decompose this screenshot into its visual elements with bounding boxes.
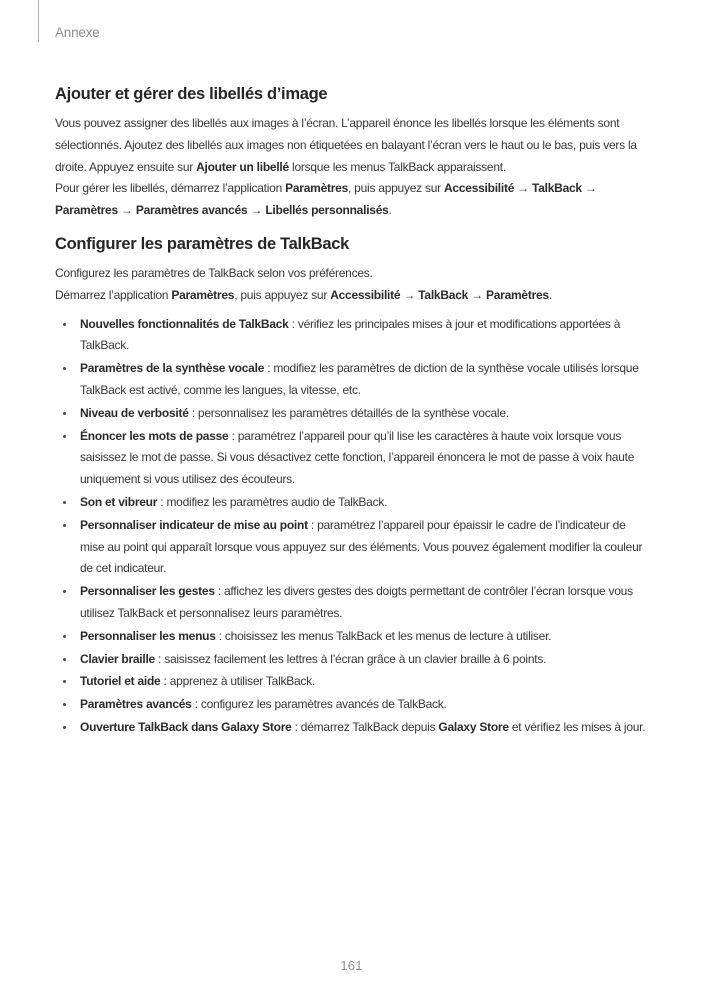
section-image-labels (55, 84, 649, 222)
list-item: Paramètres de la synthèse vocale : modifiez les paramètres de diction de la synthèse vocale utilisés lorsque TalkBack est activé, comme les langues, la vitesse, etc. (55, 358, 649, 402)
list-item: Énoncer les mots de passe : paramétrez l’appareil pour qu’il lise les caractères à haute voix lorsque vous saisissez le mot de passe. Si vous désactivez cette fonction, l’appareil énoncera le mot de passe à voix haute uniquement si vous utilisez des écouteurs. (55, 426, 649, 491)
page-number: 161 (340, 958, 363, 973)
talkback-settings-list (55, 314, 649, 739)
header-rule (38, 0, 39, 42)
section-talkback-settings (55, 234, 649, 739)
list-item: Personnaliser les gestes : affichez les divers gestes des doigts permettant de contrôler l’écran lorsque vous utilisez TalkBack et personnalisez leurs paramètres. (55, 581, 649, 625)
list-item: Nouvelles fonctionnalités de TalkBack : vérifiez les principales mises à jour et modifications apportées à TalkBack. (55, 314, 649, 358)
list-item: Son et vibreur : modifiez les paramètres audio de TalkBack. (55, 492, 649, 514)
section-title: Ajouter et gérer des libellés d’image (55, 85, 328, 103)
list-item: Clavier braille : saisissez facilement les lettres à l’écran grâce à un clavier braille à 6 points. (55, 649, 649, 671)
list-item: Personnaliser indicateur de mise au point : paramétrez l’appareil pour épaissir le cadre de l’indicateur de mise au point qui apparaît lorsque vous appuyez sur des éléments. Vous pouvez également modifier la couleur de cet indicateur. (55, 515, 649, 580)
page-content (55, 84, 649, 740)
section-title: Configurer les paramètres de TalkBack (55, 234, 349, 253)
paragraph: Vous pouvez assigner des libellés aux images à l’écran. L’appareil énonce les libellés lorsque les éléments sont sélectionnés. Ajoutez des libellés aux images non étiquetées en balayant l’écran vers le haut ou le bas, puis vers la droite. Appuyez ensuite sur Ajouter un libellé lorsque les menus TalkBack apparaissent. (55, 116, 637, 174)
list-item: Paramètres avancés : configurez les paramètres avancés de TalkBack. (55, 694, 649, 716)
list-item: Niveau de verbosité : personnalisez les paramètres détaillés de la synthèse vocale. (55, 403, 649, 425)
list-item: Personnaliser les menus : choisissez les menus TalkBack et les menus de lecture à utiliser. (55, 626, 649, 648)
paragraph: Démarrez l’application Paramètres, puis appuyez sur Accessibilité → TalkBack → Paramètres. (55, 287, 552, 302)
paragraph: Configurez les paramètres de TalkBack selon vos préférences. (55, 265, 373, 280)
list-item: Tutoriel et aide : apprenez à utiliser TalkBack. (55, 671, 649, 693)
running-header: Annexe (55, 25, 100, 40)
paragraph: Pour gérer les libellés, démarrez l’application Paramètres, puis appuyez sur Accessibilité → TalkBack → Paramètres → Paramètres avancés → Libellés personnalisés. (55, 181, 597, 218)
list-item: Ouverture TalkBack dans Galaxy Store : démarrez TalkBack depuis Galaxy Store et vérifiez les mises à jour. (55, 717, 649, 739)
